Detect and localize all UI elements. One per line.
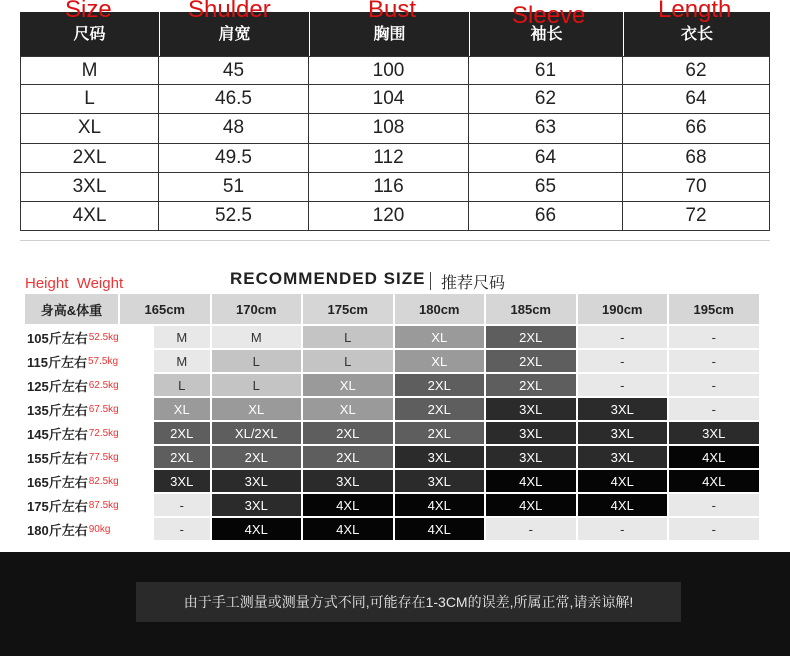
weight-jin: 105斤左右 xyxy=(27,330,88,346)
size-cell: 45 xyxy=(159,56,309,85)
english-label-shulder: Shulder xyxy=(188,0,271,23)
size-recommendation: 3XL xyxy=(669,422,759,444)
weight-kg: 67.5kg xyxy=(88,403,119,415)
size-recommendation: 2XL xyxy=(303,422,393,444)
size-recommendation: 3XL xyxy=(578,422,668,444)
size-cell: 66 xyxy=(469,202,623,231)
size-recommendation: 3XL xyxy=(154,470,210,492)
size-recommendation: 4XL xyxy=(303,494,393,516)
recommend-title-cn: 推荐尺码 xyxy=(441,275,506,292)
size-recommendation: M xyxy=(154,326,210,348)
size-recommendation: XL xyxy=(395,326,485,348)
weight-jin: 180斤左右 xyxy=(27,522,88,538)
size-cell: 52.5 xyxy=(159,202,309,231)
size-cell: 120 xyxy=(309,202,469,231)
weight-label xyxy=(27,518,162,540)
recommend-table xyxy=(25,294,765,544)
size-recommendation: - xyxy=(154,494,210,516)
size-cell: 70 xyxy=(623,173,770,202)
size-recommendation: - xyxy=(578,518,668,540)
size-cell: 51 xyxy=(159,173,309,202)
size-cell: 65 xyxy=(469,173,623,202)
size-cell: 66 xyxy=(623,114,770,143)
size-recommendation: 3XL xyxy=(212,470,302,492)
size-recommendation: 3XL xyxy=(486,422,576,444)
weight-label xyxy=(27,398,162,420)
height-header: 170cm xyxy=(212,294,302,324)
size-recommendation: - xyxy=(669,398,759,420)
size-header-2: 胸围 xyxy=(310,12,469,56)
size-recommendation: 4XL xyxy=(395,494,485,516)
size-label: 2XL xyxy=(20,144,159,173)
size-recommendation: 4XL xyxy=(486,494,576,516)
size-recommendation: 2XL xyxy=(212,446,302,468)
weight-label xyxy=(27,446,162,468)
size-table xyxy=(20,12,770,230)
english-label-size: Size xyxy=(65,0,112,23)
weight-kg: 77.5kg xyxy=(88,451,119,463)
recommend-title: RECOMMENDED SIZE xyxy=(230,269,426,288)
size-recommendation: 4XL xyxy=(395,518,485,540)
size-header-1: 肩宽 xyxy=(160,12,309,56)
english-label-bust: Bust xyxy=(368,0,417,23)
corner-header: 身高&体重 xyxy=(25,294,118,324)
size-recommendation: XL xyxy=(395,350,485,372)
size-label: 3XL xyxy=(20,173,159,202)
size-recommendation: - xyxy=(578,374,668,396)
size-recommendation: 4XL xyxy=(578,470,668,492)
weight-kg: 62.5kg xyxy=(88,379,119,391)
size-recommendation: 3XL xyxy=(578,446,668,468)
size-recommendation: M xyxy=(154,350,210,372)
title-divider xyxy=(430,272,431,290)
size-recommendation: 3XL xyxy=(395,470,485,492)
weight-jin: 135斤左右 xyxy=(27,402,88,418)
size-recommendation: 4XL xyxy=(486,470,576,492)
size-recommendation: 3XL xyxy=(486,446,576,468)
size-label: XL xyxy=(20,114,159,143)
size-recommendation: - xyxy=(669,518,759,540)
divider xyxy=(20,240,770,241)
size-cell: 112 xyxy=(309,144,469,173)
size-header-0: 尺码 xyxy=(20,12,159,56)
weight-jin: 165斤左右 xyxy=(27,474,88,490)
weight-jin: 115斤左右 xyxy=(27,354,87,370)
size-cell: 61 xyxy=(469,56,623,85)
size-recommendation: XL/2XL xyxy=(212,422,302,444)
weight-label xyxy=(27,326,162,348)
size-recommendation: - xyxy=(578,326,668,348)
weight-jin: 175斤左右 xyxy=(27,498,88,514)
size-label: L xyxy=(20,85,159,114)
size-recommendation: XL xyxy=(303,374,393,396)
english-label-sleeve: Sleeve xyxy=(512,2,586,29)
size-recommendation: - xyxy=(669,494,759,516)
size-recommendation: XL xyxy=(154,398,210,420)
weight-label xyxy=(27,350,162,372)
size-recommendation: L xyxy=(303,326,393,348)
weight-label xyxy=(27,422,162,444)
size-recommendation: 2XL xyxy=(154,446,210,468)
size-header-4: 衣长 xyxy=(624,12,770,56)
size-recommendation: L xyxy=(303,350,393,372)
weight-label xyxy=(27,494,162,516)
size-recommendation: L xyxy=(212,350,302,372)
size-recommendation: 4XL xyxy=(669,446,759,468)
size-cell: 104 xyxy=(309,85,469,114)
size-recommendation: 4XL xyxy=(578,494,668,516)
size-cell: 62 xyxy=(623,56,770,85)
weight-label xyxy=(27,470,162,492)
size-recommendation: 2XL xyxy=(395,374,485,396)
size-cell: 116 xyxy=(309,173,469,202)
weight-jin: 125斤左右 xyxy=(27,378,88,394)
size-cell: 48 xyxy=(159,114,309,143)
weight-kg: 52.5kg xyxy=(88,331,119,343)
height-header: 180cm xyxy=(395,294,485,324)
footer-note: 由于手工测量或测量方式不同,可能存在1-3CM的误差,所属正常,请亲谅解! xyxy=(183,594,634,610)
height-header: 195cm xyxy=(669,294,759,324)
height-header: 175cm xyxy=(303,294,393,324)
size-recommendation: 3XL xyxy=(395,446,485,468)
size-cell: 63 xyxy=(469,114,623,143)
weight-kg: 72.5kg xyxy=(88,427,119,439)
size-recommendation: XL xyxy=(303,398,393,420)
size-header-3: 袖长 xyxy=(470,12,623,56)
english-label-length: Length xyxy=(658,0,732,23)
size-recommendation: 3XL xyxy=(486,398,576,420)
size-recommendation: - xyxy=(154,518,210,540)
size-recommendation: 4XL xyxy=(303,518,393,540)
weight-kg: 57.5kg xyxy=(87,355,119,367)
size-recommendation: - xyxy=(669,374,759,396)
size-cell: 72 xyxy=(623,202,770,231)
weight-kg: 90kg xyxy=(88,523,111,535)
size-recommendation: 2XL xyxy=(395,398,485,420)
size-recommendation: 3XL xyxy=(578,398,668,420)
size-cell: 108 xyxy=(309,114,469,143)
height-header: 185cm xyxy=(486,294,576,324)
height-header: 190cm xyxy=(578,294,668,324)
size-recommendation: 4XL xyxy=(669,470,759,492)
size-recommendation: 3XL xyxy=(303,470,393,492)
size-recommendation: L xyxy=(212,374,302,396)
weight-label xyxy=(27,374,162,396)
size-recommendation: 2XL xyxy=(486,374,576,396)
size-cell: 68 xyxy=(623,144,770,173)
size-cell: 64 xyxy=(469,144,623,173)
size-recommendation: 2XL xyxy=(395,422,485,444)
size-cell: 49.5 xyxy=(159,144,309,173)
size-recommendation: 2XL xyxy=(486,326,576,348)
weight-kg: 87.5kg xyxy=(88,499,119,511)
size-recommendation: 2XL xyxy=(486,350,576,372)
size-cell: 64 xyxy=(623,85,770,114)
size-cell: 100 xyxy=(309,56,469,85)
height-header: 165cm xyxy=(120,294,210,324)
weight-jin: 145斤左右 xyxy=(27,426,88,442)
height-weight-label: Height Weight xyxy=(25,275,124,292)
size-recommendation: - xyxy=(578,350,668,372)
size-recommendation: 4XL xyxy=(212,518,302,540)
size-recommendation: - xyxy=(669,326,759,348)
size-cell: 62 xyxy=(469,85,623,114)
size-label: M xyxy=(20,56,159,85)
size-recommendation: L xyxy=(154,374,210,396)
weight-jin: 155斤左右 xyxy=(27,450,88,466)
size-recommendation: XL xyxy=(212,398,302,420)
size-recommendation: - xyxy=(669,350,759,372)
size-recommendation: 3XL xyxy=(212,494,302,516)
footer-note-box xyxy=(136,582,681,622)
weight-kg: 82.5kg xyxy=(88,475,119,487)
size-cell: 46.5 xyxy=(159,85,309,114)
size-recommendation: - xyxy=(486,518,576,540)
size-label: 4XL xyxy=(20,202,159,231)
size-recommendation: M xyxy=(212,326,302,348)
size-recommendation: 2XL xyxy=(303,446,393,468)
size-recommendation: 2XL xyxy=(154,422,210,444)
